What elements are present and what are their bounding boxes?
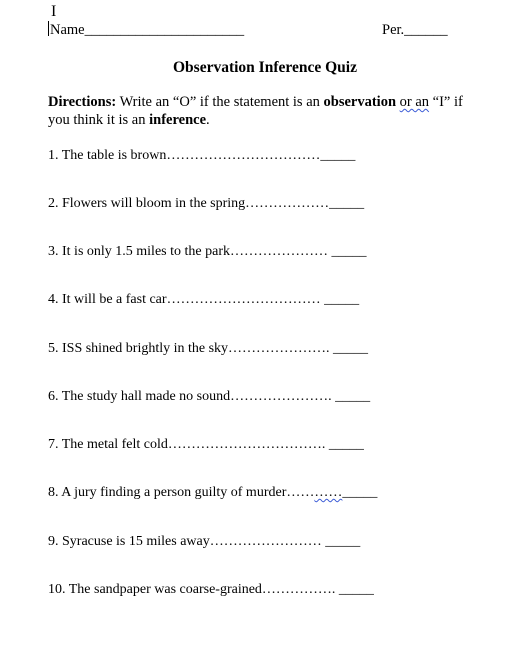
question-4: 4. It will be a fast car…………………………… _____ [48,292,360,307]
question-8 [48,484,377,502]
question-6: 6. The study hall made no sound…………………. _____ [48,389,371,404]
directions-period: . [206,112,210,128]
directions-text-1: Write an “O” if the statement is an [116,94,324,110]
period-field[interactable] [382,21,448,39]
question-2: 2. Flowers will bloom in the spring………………_____ [48,196,365,211]
question-8-spellcheck: …… [314,485,343,500]
directions-or-an-spellcheck: or an [399,94,430,110]
insertion-caret [48,21,49,36]
question-7: 7. The metal felt cold……………………………. _____ [48,437,364,452]
question-1: 1. The table is brown……………………………_____ [48,148,356,163]
name-blank: ______________________ [84,22,245,38]
question-8-text: 8. A jury finding a person guilty of murder…… [48,485,315,500]
question-10: 10. The sandpaper was coarse-grained……………. _____ [48,582,374,597]
period-label: Per. [382,22,405,38]
period-blank: ______ [404,22,448,38]
name-field[interactable] [48,21,244,39]
directions-inference: inference [149,112,207,128]
directions-paragraph [48,93,480,129]
name-label: Name [50,22,85,38]
quiz-title: Observation Inference Quiz [173,59,357,76]
question-9: 9. Syracuse is 15 miles away…………………… _____ [48,534,361,549]
text-cursor-icon: I [51,3,57,20]
question-5: 5. ISS shined brightly in the sky…………………. _____ [48,341,369,356]
directions-lead: Directions: [48,94,117,110]
question-3: 3. It is only 1.5 miles to the park………………… _____ [48,244,367,259]
question-8-blank: _____ [342,485,378,500]
directions-text-2: “I” if you think it is an [48,94,463,128]
directions-observation: observation [323,94,397,110]
